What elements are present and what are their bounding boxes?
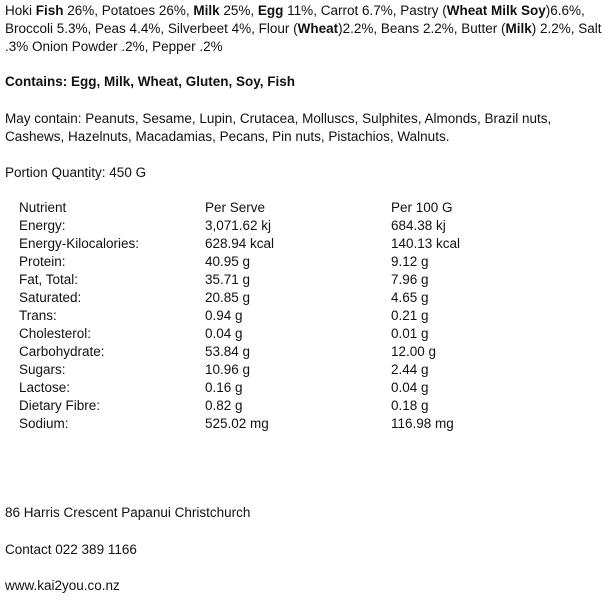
per-serve-value: 3,071.62 kj — [205, 218, 272, 233]
nutrition-row — [19, 397, 579, 415]
nutrient-name: Protein: — [19, 254, 66, 269]
per-100g-value: 0.18 g — [391, 398, 429, 413]
contact-phone: Contact 022 389 1166 — [5, 542, 137, 557]
nutrition-row — [19, 343, 579, 361]
per-serve-value: 40.95 g — [205, 254, 251, 269]
per-100g-value: 9.12 g — [391, 254, 429, 269]
nutrition-row — [19, 379, 579, 397]
allergen-highlight: Egg — [257, 3, 284, 18]
per-100g-value: 2.44 g — [391, 362, 429, 377]
per-serve-value: 0.16 g — [205, 380, 243, 395]
nutrient-name: Cholesterol: — [19, 326, 92, 341]
per-100g-value: 684.38 kj — [391, 218, 446, 233]
per-100g-value: 0.01 g — [391, 326, 429, 341]
per-100g-value: 0.21 g — [391, 308, 429, 323]
per-serve-value: 525.02 mg — [205, 416, 269, 431]
nutrition-row — [19, 415, 579, 433]
ingredient-text: 26%, Potatoes 26%, — [63, 3, 194, 18]
nutrient-name: Saturated: — [19, 290, 82, 305]
ingredient-text: 25%, — [219, 3, 258, 18]
nutrition-row — [19, 307, 579, 325]
per-100g-value: 116.98 mg — [391, 416, 454, 431]
website: www.kai2you.co.nz — [5, 578, 120, 593]
per-serve-value: 0.04 g — [205, 326, 243, 341]
per-100g-value: 140.13 kcal — [391, 236, 461, 251]
per-100g-value: 12.00 g — [391, 344, 437, 359]
nutrient-name: Carbohydrate: — [19, 344, 105, 359]
per-serve-value: 628.94 kcal — [205, 236, 275, 251]
ingredient-text: ) 2.2%, Salt .3% Onion Powder .2%, Pepper .2% — [5, 21, 602, 54]
per-serve-value: 10.96 g — [205, 362, 251, 377]
address: 86 Harris Crescent Papanui Christchurch — [5, 505, 251, 520]
header-per-100g: Per 100 G — [391, 200, 453, 215]
allergen-highlight: Fish — [35, 3, 64, 18]
ingredient-text: Hoki — [5, 3, 36, 18]
nutrition-row — [19, 361, 579, 379]
nutrition-row — [19, 271, 579, 289]
per-serve-value: 20.85 g — [205, 290, 251, 305]
per-serve-value: 53.84 g — [205, 344, 251, 359]
per-serve-value: 0.82 g — [205, 398, 243, 413]
nutrition-row — [19, 253, 579, 271]
nutrient-name: Sugars: — [19, 362, 66, 377]
ingredient-text: )6.6%, Broccoli 5.3%, Peas 4.4%, Silverbeet 4%, Flour ( — [5, 3, 585, 36]
allergen-contains: Contains: Egg, Milk, Wheat, Gluten, Soy, Fish — [5, 74, 296, 89]
nutrition-row — [19, 217, 579, 235]
ingredients-list — [5, 2, 604, 56]
ingredient-text: 11%, Carrot 6.7%, Pastry ( — [283, 3, 447, 18]
allergen-highlight: Wheat Milk Soy — [446, 3, 546, 18]
nutrient-name: Fat, Total: — [19, 272, 79, 287]
nutrient-name: Trans: — [19, 308, 57, 323]
nutrient-name: Sodium: — [19, 416, 69, 431]
nutrition-header-row — [19, 199, 579, 217]
nutrient-name: Lactose: — [19, 380, 71, 395]
header-nutrient: Nutrient — [19, 200, 67, 215]
nutrition-row — [19, 325, 579, 343]
ingredient-text: )2.2%, Beans 2.2%, Butter ( — [338, 21, 506, 36]
per-serve-value: 0.94 g — [205, 308, 243, 323]
per-100g-value: 7.96 g — [391, 272, 429, 287]
allergen-highlight: Milk — [193, 3, 220, 18]
nutrition-row — [19, 235, 579, 253]
nutrient-name: Energy: — [19, 218, 66, 233]
portion-quantity: Portion Quantity: 450 G — [5, 165, 147, 180]
header-per-serve: Per Serve — [205, 200, 266, 215]
per-100g-value: 4.65 g — [391, 290, 429, 305]
may-contain-statement: May contain: Peanuts, Sesame, Lupin, Crutacea, Molluscs, Sulphites, Almonds, Brazil nuts, Cashews, Hazelnuts, Macadamias, Pecans, Pin nuts, Pistachios, Walnuts. — [5, 111, 552, 144]
per-serve-value: 35.71 g — [205, 272, 251, 287]
nutrient-name: Energy-Kilocalories: — [19, 236, 140, 251]
nutrition-table — [19, 199, 579, 433]
allergen-highlight: Milk — [505, 21, 532, 36]
per-100g-value: 0.04 g — [391, 380, 429, 395]
allergen-highlight: Wheat — [297, 21, 339, 36]
nutrient-name: Dietary Fibre: — [19, 398, 101, 413]
nutrition-row — [19, 289, 579, 307]
